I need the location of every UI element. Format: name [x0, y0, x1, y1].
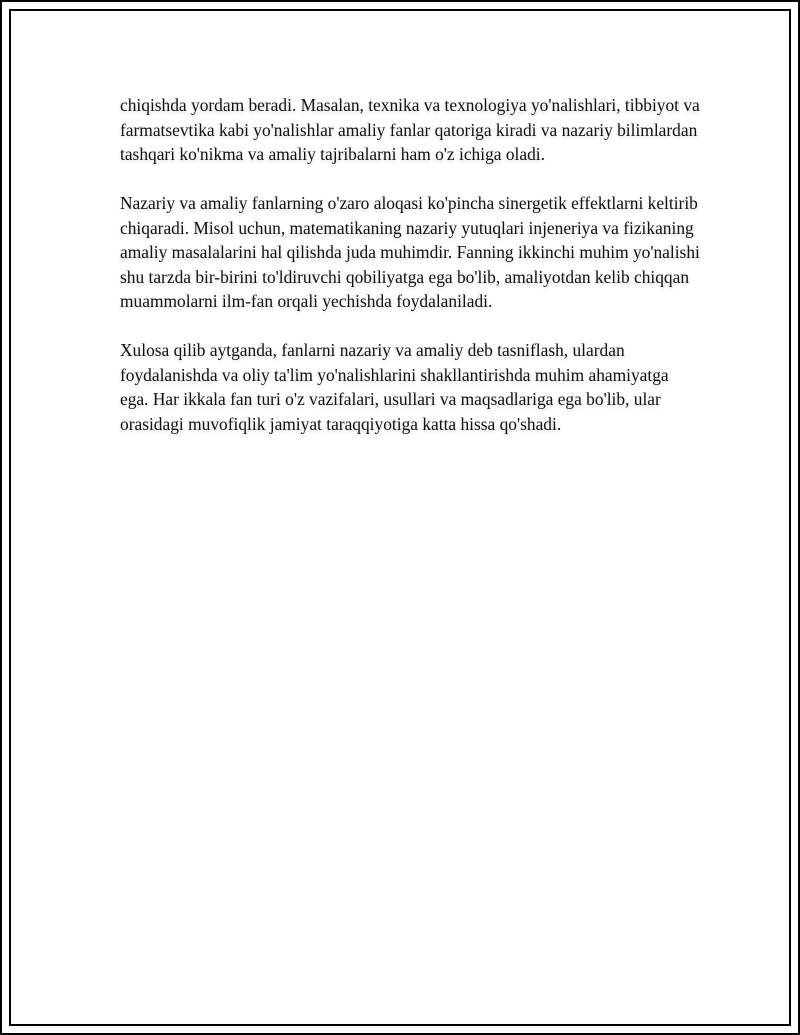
paragraph-1: chiqishda yordam beradi. Masalan, texnika va texnologiya yo'nalishlari, tibbiyot va farmatsevtika kabi yo'nalishlar amaliy fanlar qatoriga kiradi va nazariy bilimlardan tashqari ko'nikma va amaliy tajribalarni ham o'z ichiga oladi. — [120, 95, 700, 164]
paragraph-3: Xulosa qilib aytganda, fanlarni nazariy va amaliy deb tasniflash, ulardan foydalanishda va oliy ta'lim yo'nalishlarini shakllantirishda muhim ahamiyatga ega. Har ikkala fan turi o'z vazifalari, usullari va maqsadlariga ega bo'lib, ular orasidagi muvofiqlik jamiyat taraqqiyotiga katta hissa qo'shadi. — [120, 340, 669, 434]
document-body — [120, 93, 700, 461]
paragraph-2: Nazariy va amaliy fanlarning o'zaro aloqasi ko'pincha sinergetik effektlarni keltirib chiqaradi. Misol uchun, matematikaning nazariy yutuqlari injeneriya va fizikaning amaliy masalalarini hal qilishda juda muhimdir. Fanning ikkinchi muhim yo'nalishi shu tarzda bir-birini to'ldiruvchi qobiliyatga ega bo'lib, amaliyotdan kelib chiqqan muammolarni ilm-fan orqali yechishda foydalaniladi. — [120, 193, 700, 311]
